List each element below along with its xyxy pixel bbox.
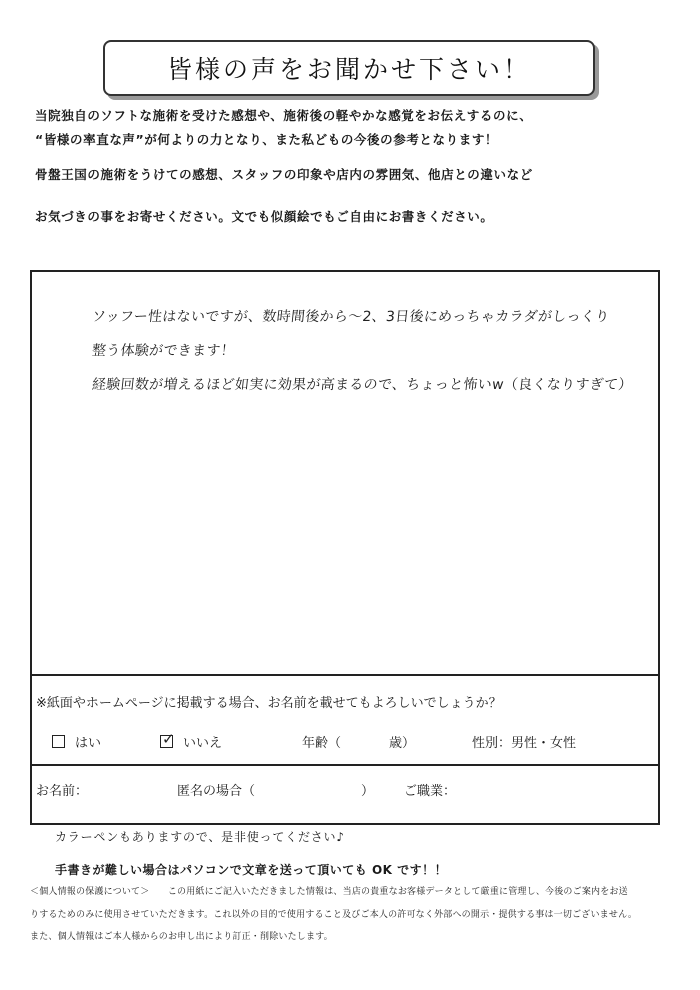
yes-checkbox[interactable] [52,735,65,748]
comment-line-1: ソッフー性はないですが、数時間後から〜2、3日後にめっちゃカラダがしっくり [91,309,611,325]
permission-question: ※紙面やホームページに掲載する場合、お名前を載せてもよろしいでしょうか？ [36,696,502,711]
no-checkbox[interactable] [160,730,175,748]
footer-line-1: カラーペンもありますので、是非使ってください♪ [55,830,345,844]
privacy-line-3: また、個人情報はご本人様からのお申し出により訂正・削除いたします。 [30,932,333,942]
option-yes-label: はい [75,736,102,751]
age-label: 年齢（ [302,736,342,751]
anonymous-field[interactable] [177,780,374,799]
page-title: 皆様の声をお聞かせ下さい！ [166,55,531,84]
anonymous-close: ） [361,784,375,799]
privacy-line-2: りするためのみに使用させていただきます。これ以外の目的で使用すること及びご本人の許可なく外部への開示・提供する事は一切ございません。 [30,910,638,920]
divider-comment [32,674,658,676]
privacy-line-1: ＜個人情報の保護について＞ この用紙にご記入いただきました情報は、当店の貴重なお客様データとして厳重に管理し、今後のご案内をお送 [30,887,628,897]
gender-field[interactable]: 性別：男性・女性 [472,736,577,751]
intro-line-2: “皆様の率直な声”が何よりの力となり、また私どもの今後の参考となります！ [35,132,499,147]
divider-name [32,764,658,766]
age-field[interactable] [302,732,415,751]
intro-line-4: お気づきの事をお寄せください。文でも似顔絵でもご自由にお書きください。 [35,209,494,224]
title-box [103,40,595,96]
option-yes[interactable] [52,732,101,751]
intro-line-1: 当院独自のソフトな施術を受けた感想や、施術後の軽やかな感覚をお伝えするのに、 [35,108,533,123]
occupation-field[interactable]: ご職業： [404,784,457,799]
anonymous-label: 匿名の場合（ [177,784,256,799]
intro-line-3: 骨盤王国の施術をうけての感想、スタッフの印象や店内の雰囲気、他店との違いなど [35,167,533,182]
footer-line-2: 手書きが難しい場合はパソコンで文章を送って頂いても OK です！！ [55,863,448,877]
comment-line-3: 経験回数が増えるほど如実に効果が高まるので、ちょっと怖いw（良くなりすぎて） [91,377,634,393]
age-suffix: 歳） [389,736,416,751]
option-no[interactable] [160,732,222,751]
option-no-label: いいえ [183,736,223,751]
feedback-form [30,270,660,825]
comment-line-2: 整う体験ができます！ [91,343,236,359]
name-field[interactable]: お名前： [36,784,89,799]
checkmark-icon: ✓ [162,730,175,748]
